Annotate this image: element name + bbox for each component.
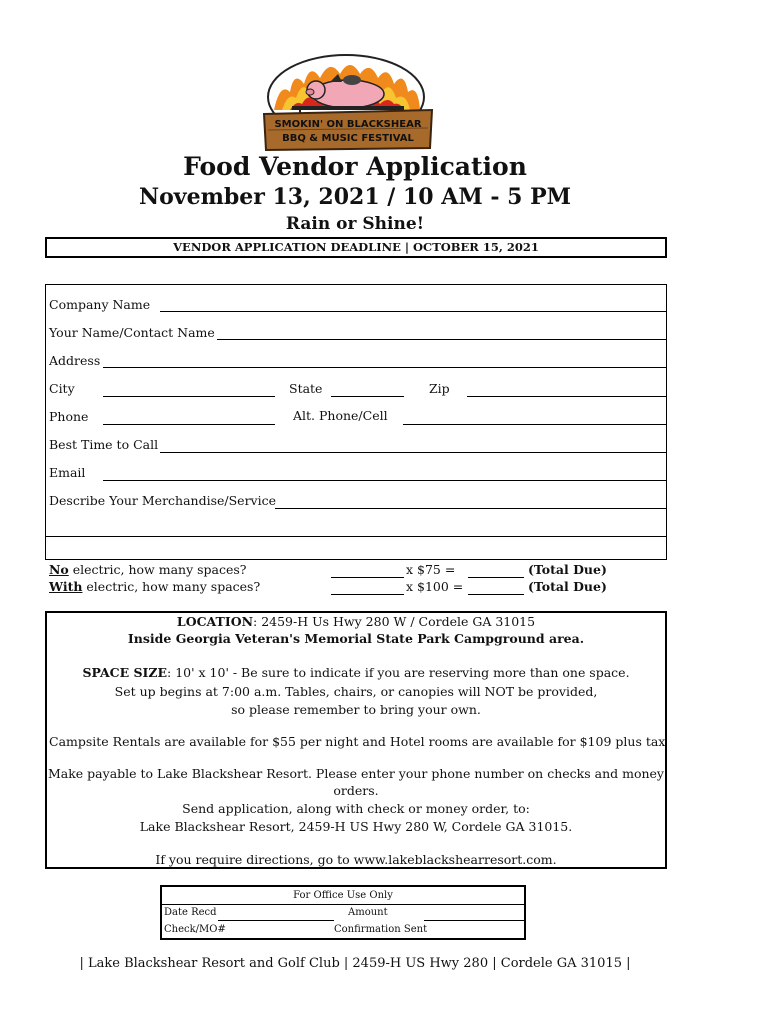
festival-logo xyxy=(260,52,436,152)
describe-label: Describe Your Merchandise/Service xyxy=(49,493,277,508)
no-electric-spaces-field[interactable] xyxy=(331,577,404,578)
space-size-label: SPACE SIZE xyxy=(82,665,168,680)
campsite-line: Campsite Rentals are available for $55 per night and Hotel rooms are available for $109 plus tax xyxy=(49,734,666,749)
with-electric-label xyxy=(49,579,260,594)
rain-or-shine: Rain or Shine! xyxy=(285,214,425,234)
state-label: State xyxy=(289,381,323,396)
setup-line: Set up begins at 7:00 a.m. Tables, chairs, or canopies will NOT be provided, xyxy=(114,684,598,699)
amount-field[interactable] xyxy=(424,920,524,921)
with-electric-total-due: (Total Due) xyxy=(528,579,607,594)
contact-label: Your Name/Contact Name xyxy=(49,325,215,340)
directions-line: If you require directions, go to www.lakeblackshearresort.com. xyxy=(155,852,557,867)
event-info-box xyxy=(45,611,667,869)
deadline-banner: VENDOR APPLICATION DEADLINE | OCTOBER 15, 2021 xyxy=(45,237,667,258)
with-electric-price: x $100 = xyxy=(406,579,464,594)
no-electric-total-field[interactable] xyxy=(468,577,524,578)
phone-label: Phone xyxy=(49,409,89,424)
footer-address: | Lake Blackshear Resort and Golf Club | 2459-H US Hwy 280 | Cordele GA 31015 | xyxy=(79,956,631,971)
zip-label: Zip xyxy=(429,381,450,396)
amount-label: Amount xyxy=(348,907,388,918)
logo-line-1: SMOKIN' ON BLACKSHEAR xyxy=(274,119,422,130)
office-use-header: For Office Use Only xyxy=(162,887,524,905)
with-word: With xyxy=(49,579,83,594)
no-electric-total-due: (Total Due) xyxy=(528,562,607,577)
no-word: No xyxy=(49,562,69,577)
bring-line: so please remember to bring your own. xyxy=(231,702,481,717)
no-electric-label xyxy=(49,562,247,577)
address-field[interactable] xyxy=(103,367,666,368)
space-size-line xyxy=(47,664,665,682)
phone-field[interactable] xyxy=(103,424,275,425)
email-field[interactable] xyxy=(103,480,666,481)
park-line: Inside Georgia Veteran's Memorial State Park Campground area. xyxy=(127,631,585,646)
space-size-text: : 10' x 10' - Be sure to indicate if you are reserving more than one space. xyxy=(167,665,630,680)
company-label: Company Name xyxy=(49,297,151,312)
date-recd-label: Date Recd xyxy=(164,907,217,918)
alt-phone-field[interactable] xyxy=(403,424,666,425)
orders-line: orders. xyxy=(333,783,379,798)
location-text: : 2459-H Us Hwy 280 W / Cordele GA 31015 xyxy=(253,614,536,629)
city-field[interactable] xyxy=(103,396,275,397)
check-mo-label: Check/MO# xyxy=(164,924,226,935)
contact-field[interactable] xyxy=(217,339,666,340)
company-field[interactable] xyxy=(160,311,666,312)
address-label: Address xyxy=(49,353,101,368)
with-electric-total-field[interactable] xyxy=(468,594,524,595)
send-line: Send application, along with check or money order, to: xyxy=(182,801,530,816)
alt-phone-label: Alt. Phone/Cell xyxy=(293,408,388,423)
event-date: November 13, 2021 / 10 AM - 5 PM xyxy=(139,184,571,210)
email-label: Email xyxy=(49,465,86,480)
date-recd-field[interactable] xyxy=(218,920,334,921)
city-label: City xyxy=(49,381,75,396)
office-use-box xyxy=(160,885,526,940)
logo-line-2: BBQ & MUSIC FESTIVAL xyxy=(282,133,414,144)
form-divider xyxy=(46,536,666,537)
with-electric-spaces-field[interactable] xyxy=(331,594,404,595)
location-label: LOCATION xyxy=(176,614,254,629)
best-time-label: Best Time to Call xyxy=(49,437,159,452)
page-title: Food Vendor Application xyxy=(183,152,527,181)
zip-field[interactable] xyxy=(467,396,666,397)
send-address-line: Lake Blackshear Resort, 2459-H US Hwy 280 W, Cordele GA 31015. xyxy=(139,819,573,834)
state-field[interactable] xyxy=(331,396,404,397)
confirmation-label: Confirmation Sent xyxy=(334,924,428,935)
describe-field[interactable] xyxy=(275,508,666,509)
no-electric-price: x $75 = xyxy=(406,562,456,577)
with-electric-text: electric, how many spaces? xyxy=(82,579,261,594)
no-electric-text: electric, how many spaces? xyxy=(68,562,247,577)
best-time-field[interactable] xyxy=(160,452,666,453)
payable-line: Make payable to Lake Blackshear Resort. Please enter your phone number on checks and money xyxy=(47,766,664,781)
location-line xyxy=(47,613,665,631)
